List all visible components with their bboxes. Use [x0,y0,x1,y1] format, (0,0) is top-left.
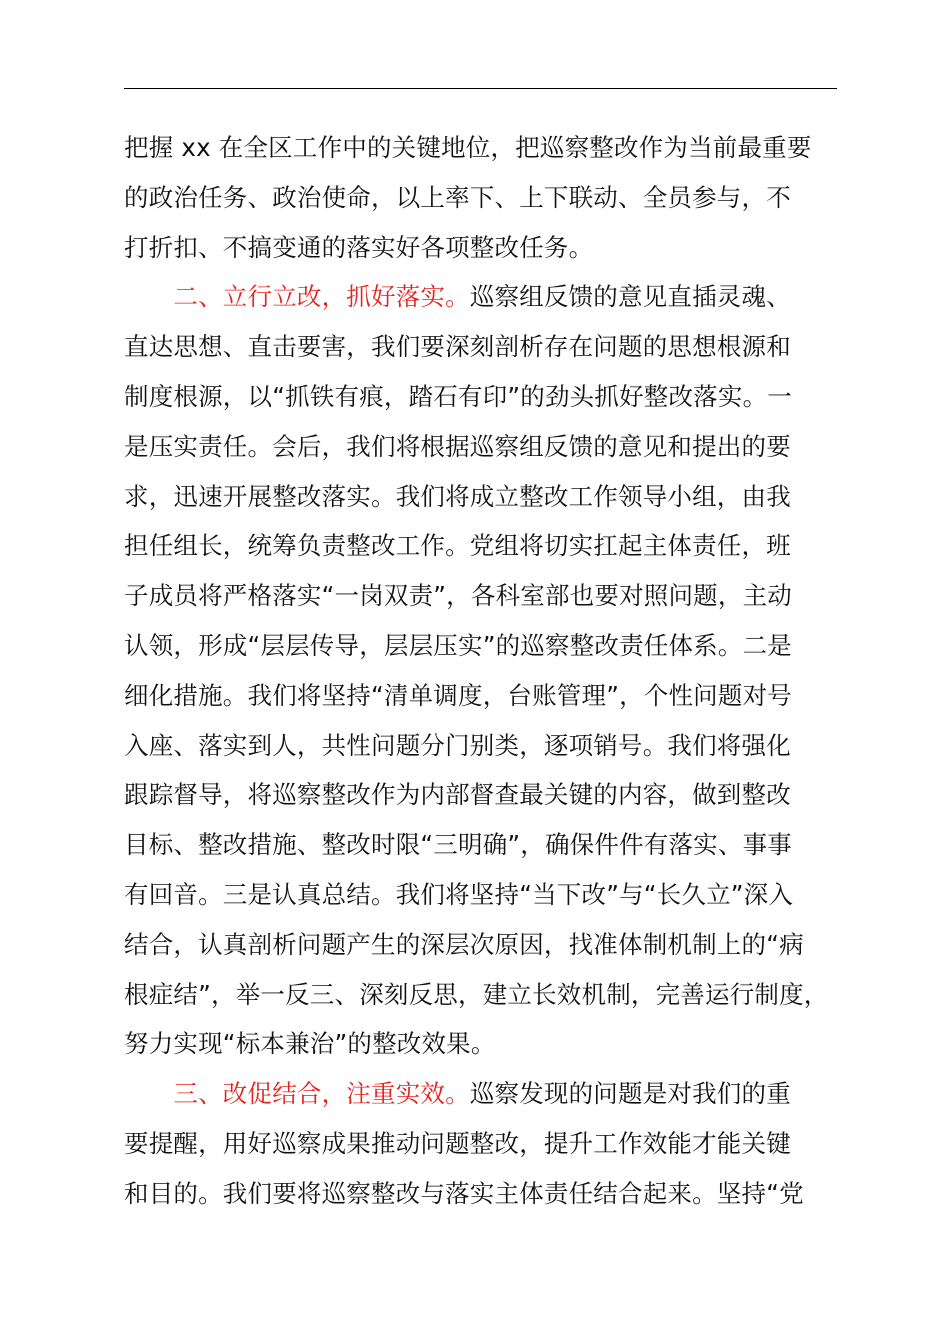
text-line: 是压实责任。会后，我们将根据巡察组反馈的意见和提出的要 [124,431,791,461]
text-line: 要提醒，用好巡察成果推动问题整改，提升工作效能才能关键 [124,1128,791,1158]
paragraph-2-first-line [124,272,844,322]
body-text [124,123,844,1219]
text-line: 打折扣、不搞变通的落实好各项整改任务。 [124,232,594,262]
text-line: 制度根源，以“抓铁有痕，踏石有印”的劲头抓好整改落实。一 [124,381,792,411]
text-line: 的政治任务、政治使命，以上率下、上下联动、全员参与，不 [124,182,791,212]
text-line: 直达思想、直击要害，我们要深刻剖析存在问题的思想根源和 [124,332,791,362]
text-span: 巡察组反馈的意见直插灵魂、 [469,282,791,312]
text-line: 跟踪督导，将巡察整改作为内部督查最关键的内容，做到整改 [124,780,791,810]
text-line: 结合，认真剖析问题产生的深层次原因，找准体制机制上的“病 [124,929,804,959]
header-rule [124,88,837,89]
text-line: 把握 xx 在全区工作中的关键地位，把巡察整改作为当前最重要 [124,133,812,162]
text-line: 细化措施。我们将坚持“清单调度，台账管理”，个性问题对号 [124,680,792,710]
text-line: 努力实现“标本兼治”的整改效果。 [124,1029,496,1059]
text-line: 担任组长，统筹负责整改工作。党组将切实扛起主体责任，班 [124,531,791,561]
text-line: 根症结”，举一反三、深刻反思，建立长效机制，完善运行制度， [124,979,829,1009]
section-heading-2: 二、立行立改，抓好落实。 [173,282,470,312]
text-span: 巡察发现的问题是对我们的重 [469,1079,791,1109]
text-line: 认领，形成“层层传导，层层压实”的巡察整改责任体系。二是 [124,630,792,660]
paragraph-3-first-line [124,1069,844,1119]
text-line: 目标、整改措施、整改时限“三明确”，确保件件有落实、事事 [124,830,792,860]
text-line: 有回音。三是认真总结。我们将坚持“当下改”与“长久立”深入 [124,879,794,909]
section-heading-3: 三、改促结合，注重实效。 [173,1079,470,1109]
text-line: 求，迅速开展整改落实。我们将成立整改工作领导小组，由我 [124,481,791,511]
text-line: 和目的。我们要将巡察整改与落实主体责任结合起来。坚持“党 [124,1178,804,1208]
text-line: 子成员将严格落实“一岗双责”，各科室部也要对照问题，主动 [124,581,792,611]
text-line: 入座、落实到人，共性问题分门别类，逐项销号。我们将强化 [124,730,791,760]
